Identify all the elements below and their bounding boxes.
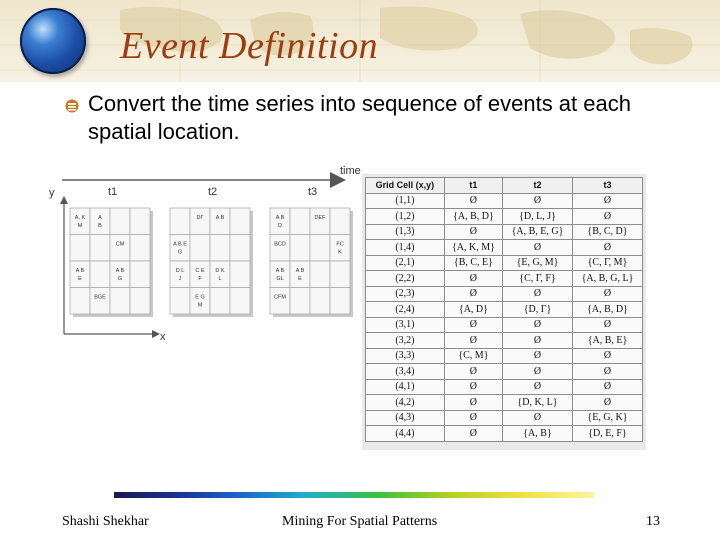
event-set-cell: Ø (444, 224, 502, 240)
event-set-cell: {A, B, D} (444, 209, 502, 225)
grid-square (290, 235, 310, 262)
event-set-cell: Ø (444, 193, 502, 209)
grid-square-events: A B E (173, 241, 187, 248)
grid-square (330, 208, 350, 235)
event-set-cell: Ø (444, 410, 502, 426)
event-set-cell: Ø (503, 348, 573, 364)
grid-square-events: J (178, 276, 182, 282)
event-set-cell: Ø (503, 379, 573, 395)
grid-square-events: G (177, 249, 183, 256)
event-set-cell: {D, Γ} (503, 302, 573, 318)
event-set-cell: Ø (503, 240, 573, 256)
event-set-cell: Ø (572, 317, 642, 333)
grid-square-events: DΓ (196, 215, 204, 221)
grid-cell-id: (3,1) (366, 317, 445, 333)
event-set-cell: Ø (572, 193, 642, 209)
table-row (366, 286, 643, 302)
event-set-cell: {A, K, M} (444, 240, 502, 256)
grid-square (190, 261, 210, 288)
grid-square-events: D K (215, 268, 225, 274)
grid-square (270, 288, 290, 315)
grid-square (330, 261, 350, 288)
grid-square-events: E G (195, 294, 205, 301)
panel-label-t3: t3 (308, 186, 318, 198)
grid-square-events: A B (115, 268, 125, 274)
event-set-cell: {B, C, E} (444, 255, 502, 271)
event-set-cell: Ø (503, 193, 573, 209)
grid-square (190, 288, 210, 315)
table-row (366, 364, 643, 380)
grid-square-events: E (78, 276, 82, 282)
grid-square-events: K (338, 249, 342, 256)
event-set-cell: {A, B, D} (572, 302, 642, 318)
grid-cell-id: (1,1) (366, 193, 445, 209)
grid-square (230, 261, 250, 288)
grid-square-events: M (197, 302, 203, 309)
grid-square (130, 288, 150, 315)
x-axis-label: x (160, 331, 166, 343)
grid-square (290, 261, 310, 288)
grid-square (210, 208, 230, 235)
grid-square-events: E (298, 276, 302, 282)
grid-square (290, 208, 310, 235)
grid-square-events: BGE (94, 294, 106, 301)
time-series-grid-figure (44, 158, 362, 348)
event-set-cell: Ø (572, 240, 642, 256)
footer-page-number: 13 (646, 514, 660, 529)
grid-cell-id: (1,3) (366, 224, 445, 240)
grid-square (170, 208, 190, 235)
grid-square (170, 235, 190, 262)
grid-square (190, 208, 210, 235)
table-row (366, 395, 643, 411)
event-set-cell: Ø (503, 333, 573, 349)
grid-square (270, 208, 290, 235)
grid-square (230, 288, 250, 315)
footer-author: Shashi Shekhar (62, 514, 149, 529)
table-row (366, 271, 643, 287)
grid-square (230, 208, 250, 235)
event-set-cell: {D, L, J} (503, 209, 573, 225)
grid-square-events: A B (295, 268, 305, 274)
grid-square-events: GL (276, 276, 284, 282)
grid-square-events: A, K (74, 215, 86, 221)
table-row (366, 193, 643, 209)
event-set-cell: {E, G, K} (572, 410, 642, 426)
grid-square-events: CM (115, 241, 125, 248)
grid-cell-id: (4,4) (366, 426, 445, 442)
table-row (366, 379, 643, 395)
grid-cell-id: (2,3) (366, 286, 445, 302)
header-t2: t2 (503, 178, 573, 194)
event-set-cell: Ø (503, 410, 573, 426)
event-set-cell: Ø (572, 364, 642, 380)
grid-square-events: BCD (274, 241, 286, 248)
table-row (366, 410, 643, 426)
table-row (366, 333, 643, 349)
event-set-cell: {C, Γ, M} (572, 255, 642, 271)
grid-square (130, 261, 150, 288)
grid-square (110, 261, 130, 288)
grid-square (210, 288, 230, 315)
grid-square (90, 208, 110, 235)
event-set-cell: Ø (444, 426, 502, 442)
grid-square (290, 288, 310, 315)
event-set-cell: Ø (572, 395, 642, 411)
event-set-cell: Ø (503, 317, 573, 333)
event-set-cell: {B, C, D} (572, 224, 642, 240)
grid-cell-id: (1,2) (366, 209, 445, 225)
event-set-cell: Ø (503, 286, 573, 302)
grid-square (330, 235, 350, 262)
grid-square (90, 261, 110, 288)
grid-cell-id: (4,2) (366, 395, 445, 411)
event-set-cell: {A, B} (503, 426, 573, 442)
table-row (366, 209, 643, 225)
grid-square (270, 261, 290, 288)
event-set-cell: {D, E, F} (572, 426, 642, 442)
event-set-cell: Ø (444, 271, 502, 287)
event-set-cell: Ø (572, 209, 642, 225)
grid-square-events: A B (275, 215, 285, 221)
grid-square-events: D (278, 223, 282, 229)
grid-square-events: B (98, 223, 102, 229)
grid-square (170, 261, 190, 288)
footer-course: Mining For Spatial Patterns (282, 514, 438, 529)
event-set-cell: Ø (444, 317, 502, 333)
grid-square-events: M (77, 223, 83, 229)
grid-square (270, 235, 290, 262)
event-set-cell: Ø (572, 348, 642, 364)
table-row (366, 317, 643, 333)
event-set-cell: {E, G, M} (503, 255, 573, 271)
grid-cell-id: (3,2) (366, 333, 445, 349)
table-row (366, 240, 643, 256)
footer-divider (114, 492, 594, 498)
table-row (366, 255, 643, 271)
event-set-cell: Ø (572, 379, 642, 395)
slide-title: Event Definition (120, 25, 379, 67)
grid-square-events: CFM (274, 294, 286, 301)
title-banner (0, 0, 720, 82)
globe-icon (20, 8, 86, 74)
grid-square-events: C E (195, 268, 205, 274)
grid-cell-id: (2,2) (366, 271, 445, 287)
grid-square (210, 235, 230, 262)
grid-square (70, 261, 90, 288)
event-set-cell: {C, M} (444, 348, 502, 364)
grid-square (310, 261, 330, 288)
grid-cell-id: (3,4) (366, 364, 445, 380)
header-t1: t1 (444, 178, 502, 194)
grid-cell-id: (3,3) (366, 348, 445, 364)
event-set-cell: Ø (444, 364, 502, 380)
grid-cell-id: (2,4) (366, 302, 445, 318)
grid-square (90, 235, 110, 262)
table-row (366, 426, 643, 442)
grid-square (70, 288, 90, 315)
grid-square (110, 288, 130, 315)
grid-square-events: FC (336, 241, 344, 248)
y-axis-label: y (49, 187, 55, 199)
event-set-cell: {D, K, L} (503, 395, 573, 411)
grid-square (330, 288, 350, 315)
event-set-cell: {A, B, E} (572, 333, 642, 349)
grid-square (110, 208, 130, 235)
table-row (366, 302, 643, 318)
grid-square-events: G (117, 276, 123, 282)
table-header-row (366, 178, 643, 194)
grid-cell-id: (2,1) (366, 255, 445, 271)
table-row (366, 348, 643, 364)
grid-square-events: D L (175, 268, 185, 274)
table-row (366, 224, 643, 240)
event-set-cell: Ø (444, 379, 502, 395)
grid-square (70, 208, 90, 235)
grid-square (190, 235, 210, 262)
header-grid-cell: Grid Cell (x,y) (366, 178, 445, 194)
event-set-cell: Ø (444, 286, 502, 302)
grid-square-events: A B (75, 268, 85, 274)
panel-label-t1: t1 (108, 186, 118, 198)
events-table (365, 177, 643, 442)
header-t3: t3 (572, 178, 642, 194)
event-set-cell: Ø (503, 364, 573, 380)
grid-cell-id: (4,1) (366, 379, 445, 395)
grid-square (310, 235, 330, 262)
bullet-text: Convert the time series into sequence of events at each spatial location. (88, 91, 631, 144)
event-set-cell: Ø (572, 286, 642, 302)
events-table-frame (362, 174, 646, 450)
event-set-cell: {A, B, E, G} (503, 224, 573, 240)
grid-square-events: L (218, 276, 222, 282)
event-set-cell: Ø (444, 395, 502, 411)
grid-square (310, 208, 330, 235)
event-set-cell: {A, B, G, L} (572, 271, 642, 287)
grid-square (210, 261, 230, 288)
event-set-cell: {A, D} (444, 302, 502, 318)
grid-square-events: A (98, 215, 102, 221)
grid-square (110, 235, 130, 262)
bullet-icon (65, 99, 79, 113)
grid-square (310, 288, 330, 315)
grid-square (70, 235, 90, 262)
time-label: time (340, 165, 361, 177)
grid-square-events: DEF (314, 215, 326, 221)
grid-cell-id: (4,3) (366, 410, 445, 426)
event-set-cell: {C, Γ, F} (503, 271, 573, 287)
grid-square-events: F (198, 276, 202, 282)
panel-label-t2: t2 (208, 186, 218, 198)
grid-square (130, 235, 150, 262)
grid-square (170, 288, 190, 315)
grid-square-events: A B (215, 215, 225, 221)
event-set-cell: Ø (444, 333, 502, 349)
grid-square (230, 235, 250, 262)
grid-square-events: A B (275, 268, 285, 274)
grid-square (130, 208, 150, 235)
grid-square (90, 288, 110, 315)
grid-cell-id: (1,4) (366, 240, 445, 256)
